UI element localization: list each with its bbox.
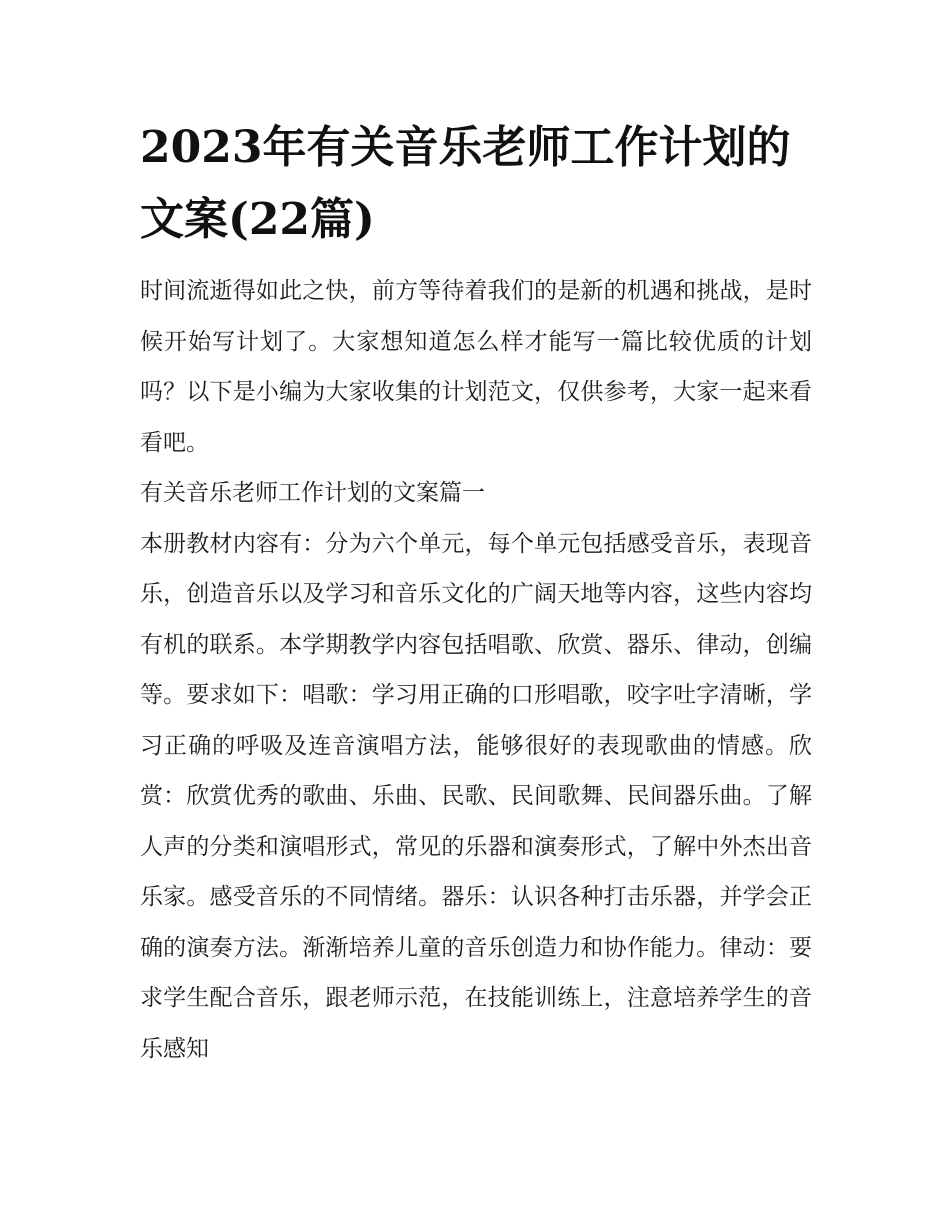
section-heading: 有关音乐老师工作计划的文案篇一	[140, 480, 485, 506]
section-body-paragraph: 本册教材内容有：分为六个单元，每个单元包括感受音乐，表现音乐，创造音乐以及学习和音乐文化的广阔天地等内容，这些内容均有机的联系。本学期教学内容包括唱歌、欣赏、器乐、律动，创编等。要求如下：唱歌：学习用正确的口形唱歌，咬字吐字清晰，学习正确的呼吸及连音演唱方法，能够很好的表现歌曲的情感。欣赏：欣赏优秀的歌曲、乐曲、民歌、民间歌舞、民间器乐曲。了解人声的分类和演唱形式，常见的乐器和演奏形式，了解中外杰出音乐家。感受音乐的不同情绪。器乐：认识各种打击乐器，并学会正确的演奏方法。渐渐培养儿童的音乐创造力和协作能力。律动：要求学生配合音乐，跟老师示范，在技能训练上，注意培养学生的音乐感知	[140, 530, 812, 1062]
intro-paragraph: 时间流逝得如此之快，前方等待着我们的是新的机遇和挑战，是时候开始写计划了。大家想知道怎么样才能写一篇比较优质的计划吗？以下是小编为大家收集的计划范文，仅供参考，大家一起来看看吧。	[140, 278, 812, 456]
document-page	[140, 112, 812, 1074]
document-title: 2023年有关音乐老师工作计划的文案(22篇)	[140, 122, 791, 245]
